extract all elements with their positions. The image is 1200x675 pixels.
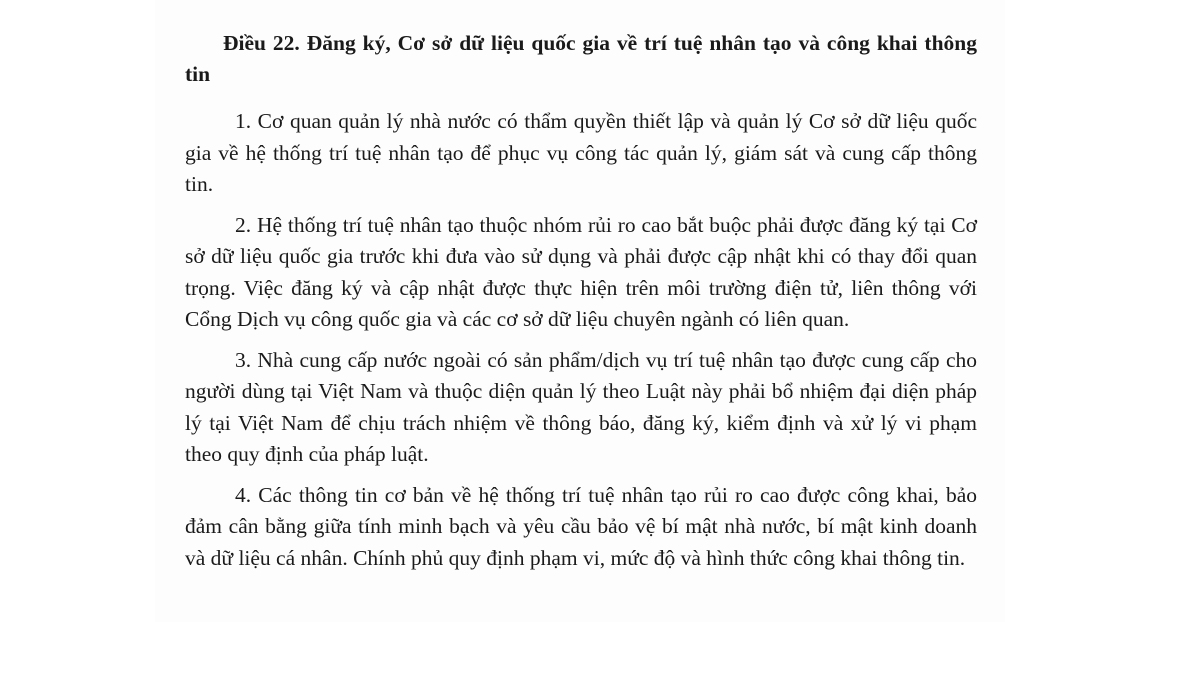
clause-3: 3. Nhà cung cấp nước ngoài có sản phẩm/dịch vụ trí tuệ nhân tạo được cung cấp cho người dùng tại Việt Nam và thuộc diện quản lý theo Luật này phải bổ nhiệm đại diện pháp lý tại Việt Nam để chịu trách nhiệm về thông báo, đăng ký, kiểm định và xử lý vi phạm theo quy định của pháp luật. <box>185 347 977 466</box>
clause-1: 1. Cơ quan quản lý nhà nước có thẩm quyền thiết lập và quản lý Cơ sở dữ liệu quốc gia về hệ thống trí tuệ nhân tạo để phục vụ công tác quản lý, giám sát và cung cấp thông tin. <box>185 109 977 196</box>
clause-2: 2. Hệ thống trí tuệ nhân tạo thuộc nhóm rủi ro cao bắt buộc phải được đăng ký tại Cơ sở dữ liệu quốc gia trước khi đưa vào sử dụng và phải được cập nhật khi có thay đổi quan trọng. Việc đăng ký và cập nhật được thực hiện trên môi trường điện tử, liên thông với Cổng Dịch vụ công quốc gia và các cơ sở dữ liệu chuyên ngành có liên quan. <box>185 212 977 331</box>
article-title: Điều 22. Đăng ký, Cơ sở dữ liệu quốc gia về trí tuệ nhân tạo và công khai thông tin <box>185 31 977 86</box>
clause-4: 4. Các thông tin cơ bản về hệ thống trí tuệ nhân tạo rủi ro cao được công khai, bảo đảm cân bằng giữa tính minh bạch và yêu cầu bảo vệ bí mật nhà nước, bí mật kinh doanh và dữ liệu cá nhân. Chính phủ quy định phạm vi, mức độ và hình thức công khai thông tin. <box>185 482 977 570</box>
article-body <box>185 28 977 574</box>
document-page <box>155 0 1005 622</box>
